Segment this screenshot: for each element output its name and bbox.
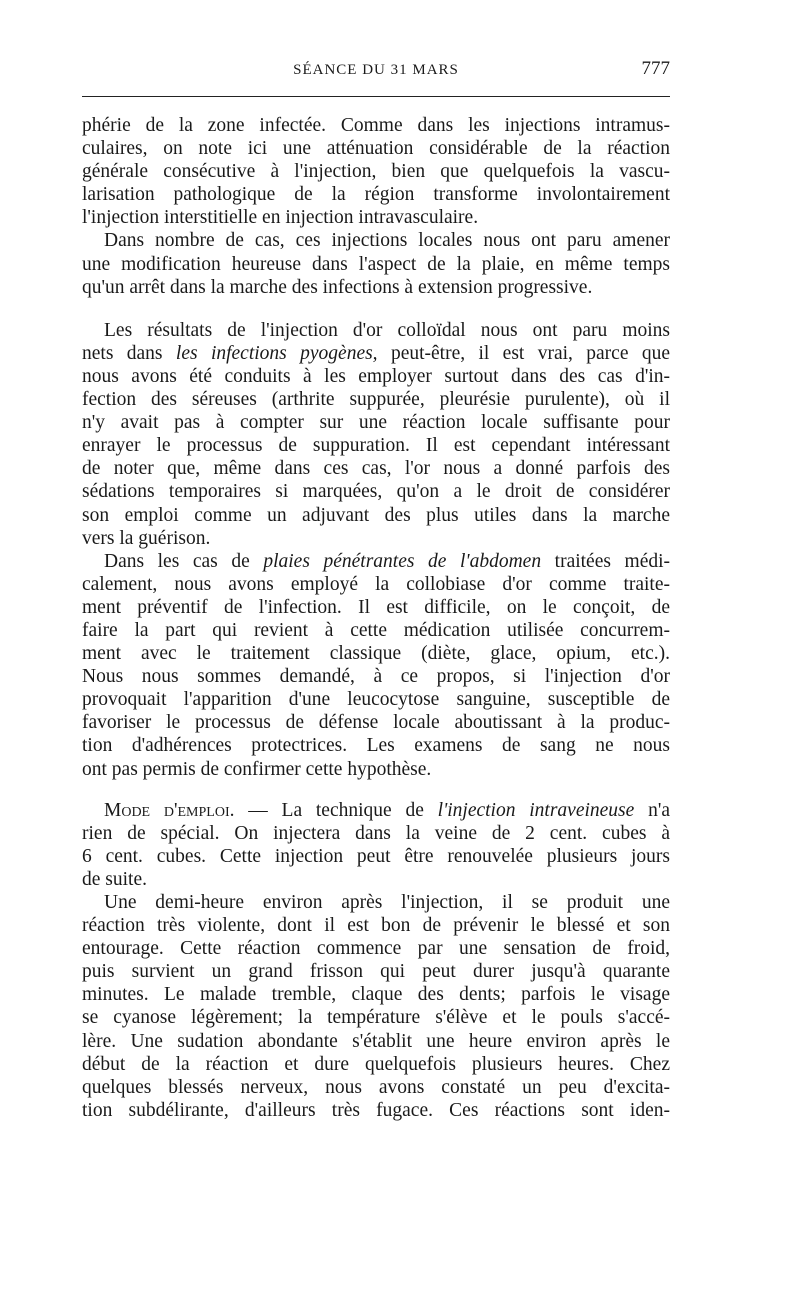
italic-term: plaies pénétrantes de l'abdomen xyxy=(263,550,542,572)
text-line: générale consécutive à l'injection, bien que quelquefois la vascu- xyxy=(82,161,670,183)
text-line: son emploi comme un adjuvant des plus utiles dans la marche xyxy=(82,504,670,526)
text-line: larisation pathologique de la région transforme involontairement xyxy=(82,184,670,206)
text-line: qu'un arrêt dans la marche des infections à extension progressive. xyxy=(82,276,593,298)
text-line: Dans nombre de cas, ces injections locales nous ont paru amener xyxy=(104,230,670,252)
text-line xyxy=(82,342,670,365)
text-line: favoriser le processus de défense locale aboutissant à la produc- xyxy=(82,712,670,734)
text-line: Les résultats de l'injection d'or colloïdal nous ont paru moins xyxy=(104,319,670,341)
text-line xyxy=(82,799,670,822)
italic-term: l'injection intraveineuse xyxy=(437,799,635,821)
text-line: de suite. xyxy=(82,868,147,890)
text-line: phérie de la zone infectée. Comme dans les injections intramus- xyxy=(82,115,670,136)
text-run: peut-être, il est vrai, parce que xyxy=(390,342,671,364)
text-line: calement, nous avons employé la collobiase d'or comme traite- xyxy=(82,573,670,595)
text-line: l'injection interstitielle en injection intravasculaire. xyxy=(82,207,479,229)
text-line: enrayer le processus de suppuration. Il est cependant intéressant xyxy=(82,435,670,457)
text-line: ment avec le traitement classique (diète, glace, opium, etc.). xyxy=(82,643,670,665)
text-line xyxy=(82,550,670,573)
text-run: Dans les cas de xyxy=(104,550,250,572)
text-line: 6 cent. cubes. Cette injection peut être renouvelée plusieurs jours xyxy=(82,845,670,867)
text-line: provoquait l'apparition d'une leucocytose sanguine, susceptible de xyxy=(82,689,670,711)
text-line: rien de spécial. On injectera dans la veine de 2 cent. cubes à xyxy=(82,822,670,844)
text-run: — La technique de xyxy=(248,799,424,821)
text-line: Nous nous sommes demandé, à ce propos, si l'injection d'or xyxy=(82,666,670,688)
text-line: ont pas permis de confirmer cette hypothèse. xyxy=(82,758,432,780)
text-run: nets dans xyxy=(82,342,163,364)
text-run: traitées médi- xyxy=(554,550,671,572)
text-line: fection des séreuses (arthrite suppurée, pleurésie purulente), où il xyxy=(82,389,670,411)
page-header xyxy=(82,58,670,88)
text-line: de noter que, même dans ces cas, l'or nous a donné parfois des xyxy=(82,458,670,480)
text-line: vers la guérison. xyxy=(82,527,211,549)
text-line: n'y avait pas à compter sur une réaction locale suffisante pour xyxy=(82,412,670,434)
page-number: 777 xyxy=(641,58,670,79)
text-line: minutes. Le malade tremble, claque des dents; parfois le visage xyxy=(82,984,670,1006)
paragraph-gap xyxy=(82,299,670,319)
text-line: culaires, on note ici une atténuation considérable de la réaction xyxy=(82,138,670,160)
text-line: tion d'adhérences protectrices. Les examens de sang ne nous xyxy=(82,735,670,757)
italic-term: les infections pyogènes, xyxy=(175,342,378,364)
text-line: sédations temporaires si marquées, qu'on a le droit de considérer xyxy=(82,481,670,503)
text-line: tion subdélirante, d'ailleurs très fugace. Ces réactions sont iden- xyxy=(82,1099,670,1121)
section-heading: Mode d'emploi. xyxy=(104,799,235,821)
text-line: début de la réaction et dure quelquefois plusieurs heures. Chez xyxy=(82,1053,670,1075)
text-line: une modification heureuse dans l'aspect de la plaie, en même temps xyxy=(82,253,670,275)
body-text xyxy=(82,114,670,1122)
text-line: faire la part qui revient à cette médication utilisée concurrem- xyxy=(82,619,670,641)
text-line: réaction très violente, dont il est bon de prévenir le blessé et son xyxy=(82,915,670,937)
header-rule xyxy=(82,96,670,97)
text-line: puis survient un grand frisson qui peut durer jusqu'à quarante xyxy=(82,961,670,983)
paragraph-gap xyxy=(82,781,670,799)
text-line: nous avons été conduits à les employer surtout dans des cas d'in- xyxy=(82,365,670,387)
text-line: Une demi-heure environ après l'injection, il se produit une xyxy=(104,892,670,913)
text-line: ment préventif de l'infection. Il est difficile, on le conçoit, de xyxy=(82,596,670,618)
running-title: SÉANCE DU 31 MARS xyxy=(293,62,459,78)
text-run: n'a xyxy=(648,799,671,821)
text-line: lère. Une sudation abondante s'établit une heure environ après le xyxy=(82,1030,670,1052)
text-line: quelques blessés nerveux, nous avons constaté un peu d'excita- xyxy=(82,1076,670,1098)
text-line: entourage. Cette réaction commence par une sensation de froid, xyxy=(82,938,670,960)
text-line: se cyanose légèrement; la température s'élève et le pouls s'accé- xyxy=(82,1007,670,1029)
